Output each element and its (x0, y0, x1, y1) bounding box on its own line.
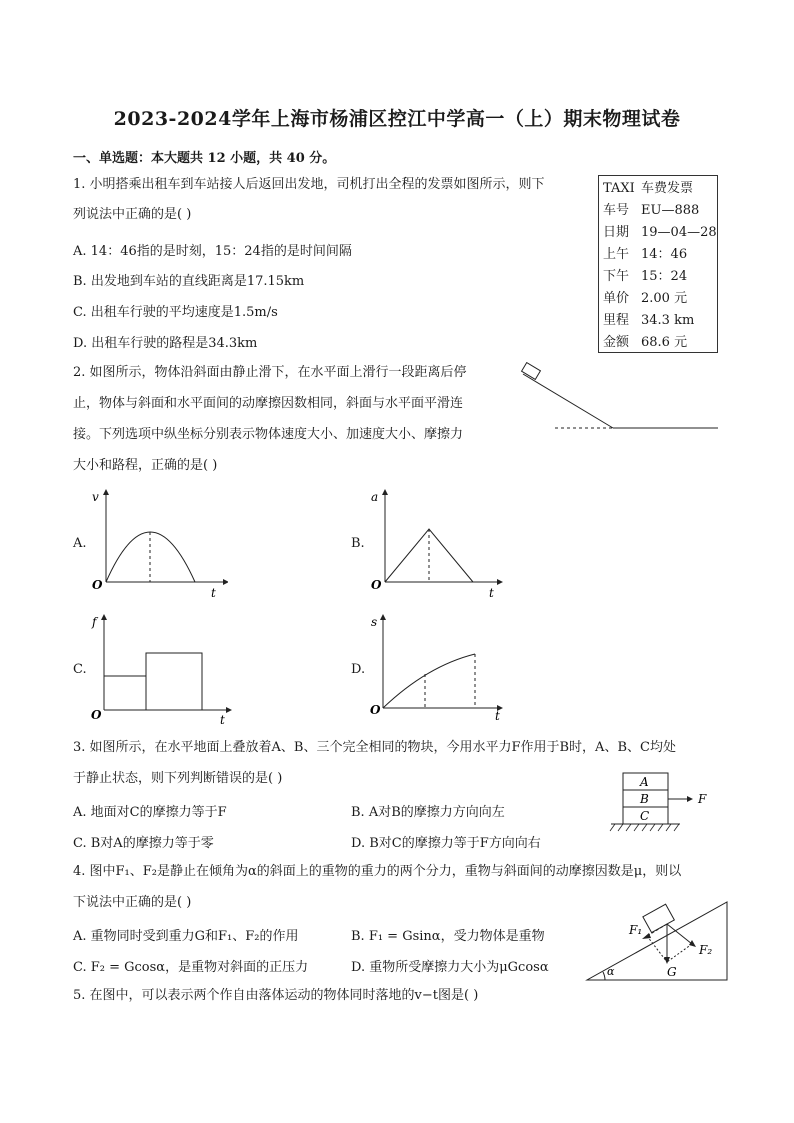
q4-stem-line1: 4. 图中F₁、F₂是静止在倾角为α的斜面上的重物的重力的两个分力，重物与斜面间的动摩擦因数是μ，则以 (73, 864, 682, 879)
section-heading: 一、单选题：本大题共 12 小题，共 40 分。 (73, 151, 336, 166)
origin-label: O (91, 708, 102, 722)
receipt-row: 车号 EU—888 (603, 203, 700, 218)
axis-t-label: t (220, 713, 225, 727)
graph-d (367, 612, 517, 724)
receipt-row: 上午 14：46 (603, 247, 688, 262)
block-c-label: C (640, 809, 650, 823)
q1-option-d: D. 出租车行驶的路程是34.3km (73, 336, 258, 351)
q1-stem-line2: 列说法中正确的是( ) (73, 207, 192, 222)
stacked-blocks-diagram (605, 768, 715, 834)
axis-a-label: a (371, 490, 379, 504)
q4-stem-line2: 下说法中正确的是( ) (73, 895, 192, 910)
axis-s-label: s (371, 615, 378, 629)
q1-option-b: B. 出发地到车站的直线距离是17.15km (73, 274, 305, 289)
q3-option-a: A. 地面对C的摩擦力等于F (73, 805, 227, 820)
q2-option-b-label: B. (351, 536, 365, 551)
block-a-label: A (640, 775, 649, 789)
graph-b (367, 487, 507, 599)
q3-stem-line1: 3. 如图所示，在水平地面上叠放着A、B、三个完全相同的物块，今用水平力F作用于B时，A、B、C均处 (73, 740, 676, 755)
receipt-row: 单价 2.00 元 (603, 291, 688, 306)
axis-t-label: t (495, 709, 500, 723)
q1-option-c: C. 出租车行驶的平均速度是1.5m/s (73, 305, 278, 320)
q2-stem-line1: 2. 如图所示，物体沿斜面由静止滑下，在水平面上滑行一段距离后停 (73, 365, 467, 380)
inclined-plane-force-diagram (583, 892, 733, 984)
graph-a (88, 487, 228, 599)
q5-stem-line1: 5. 在图中，可以表示两个作自由落体运动的物体同时落地的v−t图是( ) (73, 988, 479, 1003)
q4-option-c: C. F₂ = Gcosα，是重物对斜面的正压力 (73, 960, 309, 975)
receipt-row: 下午 15：24 (603, 269, 688, 284)
q2-option-c-label: C. (73, 662, 87, 677)
q1-stem-line1: 1. 小明搭乘出租车到车站接人后返回出发地，司机打出全程的发票如图所示，则下 (73, 177, 545, 192)
force-f-label: F (698, 792, 707, 806)
q1-option-a: A. 14：46指的是时刻，15：24指的是时间间隔 (73, 244, 352, 259)
page-title: 2023-2024学年上海市杨浦区控江中学高一（上）期末物理试卷 (113, 108, 681, 130)
axis-v-label: v (92, 490, 99, 504)
q2-option-d-label: D. (351, 662, 366, 677)
origin-label: O (371, 578, 382, 592)
receipt-row: 金额 68.6 元 (603, 335, 688, 350)
gravity-g-label: G (667, 965, 677, 979)
graph-c (88, 612, 238, 728)
origin-label: O (92, 578, 103, 592)
force-f2-label: F₂ (699, 943, 713, 957)
q4-option-b: B. F₁ = Gsinα，受力物体是重物 (351, 929, 545, 944)
q2-stem-line4: 大小和路程，正确的是( ) (73, 458, 218, 473)
q3-stem-line2: 于静止状态，则下列判断错误的是( ) (73, 771, 283, 786)
receipt-row: TAXI 车费发票 (603, 181, 694, 196)
q2-stem-line3: 接。下列选项中纵坐标分别表示物体速度大小、加速度大小、摩擦力 (73, 427, 464, 442)
origin-label: O (370, 703, 381, 717)
q3-option-d: D. B对C的摩擦力等于F方向向右 (351, 836, 541, 851)
receipt-row: 里程 34.3 km (603, 313, 695, 328)
angle-alpha-label: α (607, 965, 615, 978)
q3-option-b: B. A对B的摩擦力方向向左 (351, 805, 505, 820)
q2-stem-line2: 止，物体与斜面和水平面间的动摩擦因数相同，斜面与水平面平滑连 (73, 396, 464, 411)
q4-option-d: D. 重物所受摩擦力大小为μGcosα (351, 960, 549, 975)
axis-f-label: f (92, 615, 97, 629)
receipt-row: 日期 19—04—28 (603, 225, 717, 240)
axis-t-label: t (211, 586, 216, 599)
incline-diagram (515, 362, 725, 437)
force-f1-label: F₁ (629, 923, 643, 937)
axis-t-label: t (489, 586, 494, 599)
q2-option-a-label: A. (73, 536, 87, 551)
q4-option-a: A. 重物同时受到重力G和F₁、F₂的作用 (73, 929, 299, 944)
block-b-label: B (640, 792, 649, 806)
q3-option-c: C. B对A的摩擦力等于零 (73, 836, 214, 851)
taxi-receipt (598, 175, 718, 353)
